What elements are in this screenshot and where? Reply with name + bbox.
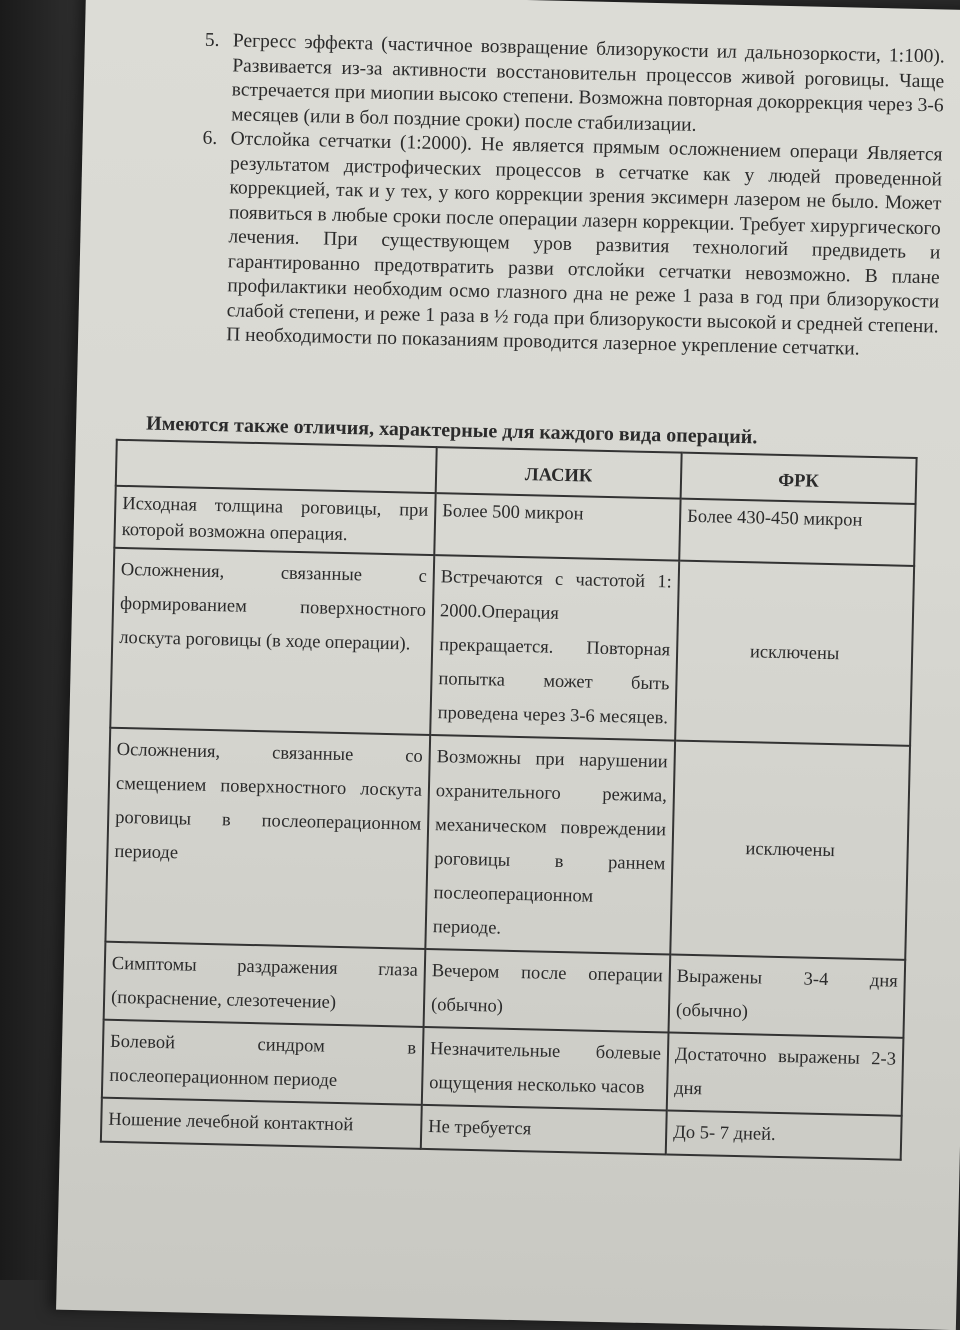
table-cell-criterion: Болевой синдром в послеоперационном периоде xyxy=(102,1020,424,1105)
list-item xyxy=(203,29,945,144)
column-header-lasik: ЛАСИК xyxy=(436,447,682,499)
table-cell-lasik: Не требуется xyxy=(421,1105,667,1155)
table-cell-prk: Достаточно выражены 2-3 дня xyxy=(667,1032,904,1115)
table-row xyxy=(110,548,914,746)
table-cell-lasik: Более 500 микрон xyxy=(434,493,680,561)
table-row xyxy=(105,728,910,960)
table-cell-lasik: Незначительные болевые ощущения несколько часов xyxy=(422,1027,669,1111)
table-cell-prk: Более 430-450 микрон xyxy=(679,499,915,566)
list-item xyxy=(198,127,943,364)
list-item-number: 6. xyxy=(202,127,218,150)
numbered-list xyxy=(198,29,945,364)
table-cell-prk: До 5- 7 дней. xyxy=(666,1110,902,1159)
table-cell-criterion: Осложнения, связанные с формированием поверхностного лоскута роговицы (в ходе операции). xyxy=(110,548,434,735)
table-cell-prk: исключены xyxy=(675,561,914,746)
table-cell-prk: Выражены 3-4 дня (обычно) xyxy=(668,955,905,1038)
table-cell-criterion: Исходная толщина роговицы, при которой возможна операция. xyxy=(114,486,435,555)
table-cell-lasik: Встречаются с частотой 1: 2000.Операция прекращается. Повторная попытка может быть проведена через 3-6 месяцев. xyxy=(430,555,679,741)
list-item-text: Регресс эффекта (частичное возвращение близорукости ил дальнозоркости, 1:100). Развивается из-за активности восстановительн процессов живой роговицы. Чаще встречается при миопии высоко степени. Возможна повторная докоррекция через 3-6 месяцев (или в бол поздние сроки) после стабилизации. xyxy=(230,30,945,136)
table-cell-criterion: Симптомы раздражения глаза (покраснение, слезотечение) xyxy=(104,942,426,1027)
table-cell-criterion: Ношение лечебной контактной xyxy=(101,1098,422,1149)
table-cell-prk: исключены xyxy=(670,741,910,960)
list-item-text: Отслойка сетчатки (1:2000). Не является прямым осложнением операци Является результатом дистрофических процессов в сетчатке как у людей проведенной коррекцией, так и у тех, у кого коррекции зрения эксимерн лазером не было. Может появиться в любые сроки после операции лазерн коррекции. Требует хирургического лечения. При существующем уров развития технологий предвидеть и гарантированно предотвратить разви отслойки сетчатки невозможно. В плане профилактики необходим осмо глазного дна не реже 1 раза в год при близорукости слабой степени, и реже 1 раза в ½ года при близорукости высокой и средней степени. П необходимости по показаниям проводится лазерное укрепление сетчатки. xyxy=(225,128,943,360)
document-page xyxy=(56,0,960,1330)
column-header-prk: ФРК xyxy=(681,453,917,504)
list-item-number: 5. xyxy=(204,29,220,52)
comparison-table xyxy=(100,439,918,1161)
table-cell-criterion: Осложнения, связанные со смещением поверхностного лоскута роговицы в послеоперационном периоде xyxy=(105,728,430,949)
column-header-empty xyxy=(116,440,437,493)
table-cell-lasik: Возможны при нарушении охранительного режима, механическом повреждении роговицы в раннем послеоперационном периоде. xyxy=(425,735,675,955)
section-heading: Имеются также отличия, характерные для каждого вида операций. xyxy=(145,412,758,449)
table-cell-lasik: Вечером после операции (обычно) xyxy=(424,949,671,1033)
